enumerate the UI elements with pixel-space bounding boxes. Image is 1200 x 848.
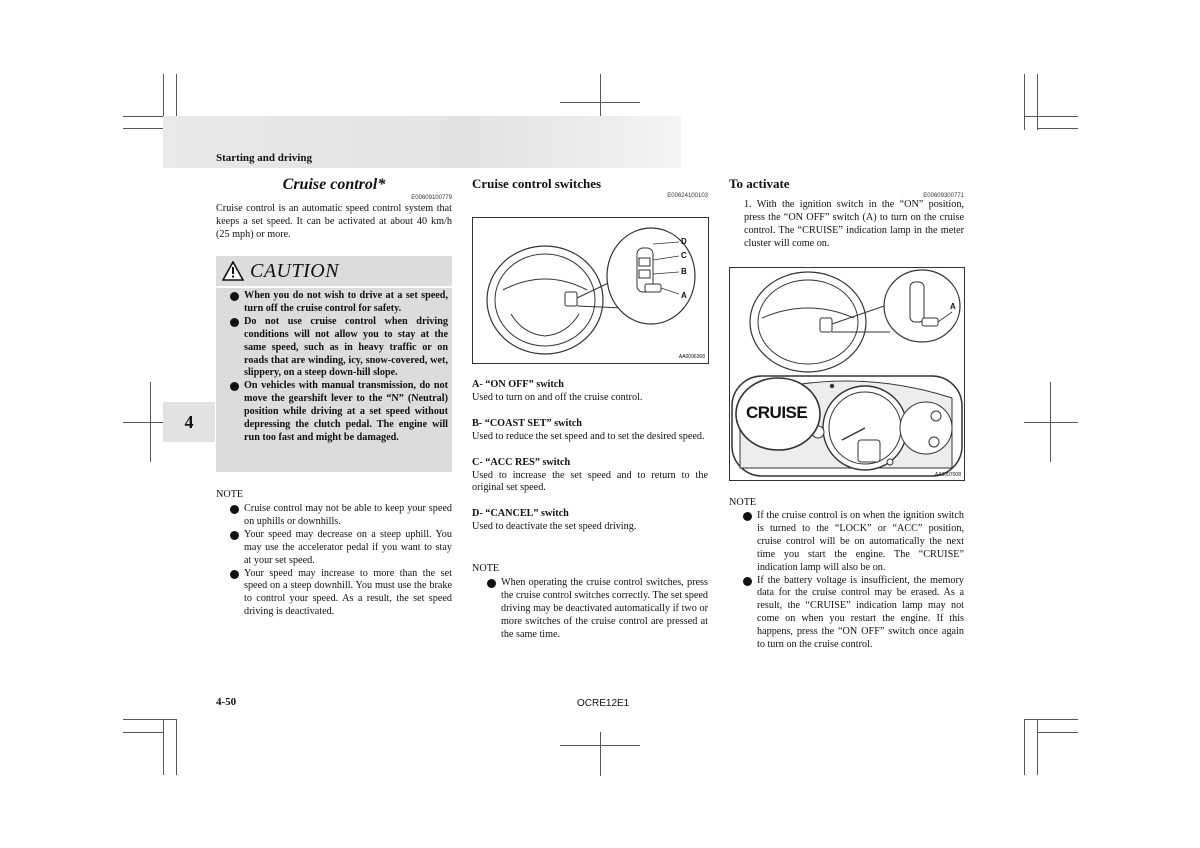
note-item: When operating the cruise control switches, press the cruise control switches correctly. The set speed driving may be deactivated automatically if two or more switches of the cruise control are pressed at the same time. [485,577,708,642]
caution-header [216,256,452,288]
note-item: Your speed may decrease on a steep uphill. You may use the accelerator pedal if you want to stay at your set speed. [228,529,452,568]
note-item: Your speed may increase to more than the set speed on a steep downhill. You must use the brake to control your speed. As a result, the set speed driving is deactivated. [228,568,452,620]
bullet-icon [230,531,239,540]
label-b: B [681,267,687,276]
figure-code: AA3007008 [934,472,961,478]
warning-triangle-icon [222,261,244,281]
note-list [228,503,452,619]
bullet-icon [230,505,239,514]
caution-item: Do not use cruise control when driving conditions will not allow you to stay at the same speed, such as in heavy traffic or on roads that are winding, icy, snow-covered, wet, slippery, on a steep down-hill slope. [228,316,448,381]
note-label: NOTE [729,497,757,508]
bullet-icon [230,292,239,301]
cruise-lamp-label: CRUISE [746,403,808,422]
intro-paragraph: Cruise control is an automatic speed control system that keeps a set speed. It can be activated at about 40 km/h (25 mph) or more. [216,203,452,240]
switch-a-desc: Used to turn on and off the cruise control. [472,391,643,403]
note-item: If the cruise control is on when the ignition switch is turned to the “LOCK” or “ACC” position, cruise control will be on automatically the next time you start the engine. The “CRUISE” indication lamp will also be on. [741,510,964,575]
chapter-number: 4 [184,411,194,432]
switch-c-desc: Used to increase the set speed and to return to the original set speed. [472,469,708,494]
page-number: 4-50 [216,696,237,708]
bullet-icon [230,382,239,391]
switch-b-desc: Used to reduce the set speed and to set the desired speed. [472,430,705,442]
note-label: NOTE [472,563,500,574]
bullet-icon [743,512,752,521]
chapter-tab [163,402,215,442]
note-label: NOTE [216,489,244,500]
note-list [485,577,708,642]
figure-code: AA0096368 [678,354,705,360]
switch-c-name: C- “ACC RES” switch [472,456,571,468]
switches-figure [472,217,709,364]
bullet-icon [230,570,239,579]
caution-list [228,290,448,445]
label-c: C [681,251,687,260]
cluster-diagram [730,268,964,480]
bullet-icon [743,577,752,586]
section-code: E00624100103 [667,193,708,199]
switch-d-desc: Used to deactivate the set speed driving. [472,521,637,533]
page-title: Cruise control* [282,176,386,193]
caution-item: When you do not wish to drive at a set speed, turn off the cruise control for safety. [228,290,448,316]
caution-title: CAUTION [250,259,340,282]
switch-descriptions [472,379,708,534]
section-code: E00609100779 [411,195,452,201]
switch-d-name: D- “CANCEL” switch [472,508,569,520]
switch-b-name: B- “COAST SET” switch [472,417,582,429]
section-code: E00609300771 [923,193,964,199]
doc-code: OCRE12E1 [577,698,630,709]
activate-step: 1. With the ignition switch in the “ON” position, press the “ON OFF” switch (A) to turn on the cruise control. The “CRUISE” indication lamp in the meter cluster will come on. [744,199,964,249]
activate-figure [729,267,965,481]
activate-heading: To activate [729,176,790,191]
note-item: If the battery voltage is insufficient, the memory data for the cruise control may be erased. As a result, the “CRUISE” indication lamp may not come on when you restart the engine. If this happens, press the “ON OFF” switch once again to turn on the cruise control. [741,575,964,652]
switch-a-name: A- “ON OFF” switch [472,379,564,390]
section-label: Starting and driving [216,152,312,164]
caution-box [216,256,452,472]
switches-heading: Cruise control switches [472,176,602,191]
label-d: D [681,237,687,246]
label-a: A [681,291,687,300]
caution-item: On vehicles with manual transmission, do not move the gearshift lever to the “N” (Neutral) position while driving at a set speed without depressing the clutch pedal. The engine will run too fast and might be damaged. [228,380,448,445]
bullet-icon [230,318,239,327]
note-list [741,510,964,652]
label-a: A [950,302,956,311]
bullet-icon [487,579,496,588]
note-item: Cruise control may not be able to keep your speed on uphills or downhills. [228,503,452,529]
steering-wheel-diagram [473,218,708,363]
